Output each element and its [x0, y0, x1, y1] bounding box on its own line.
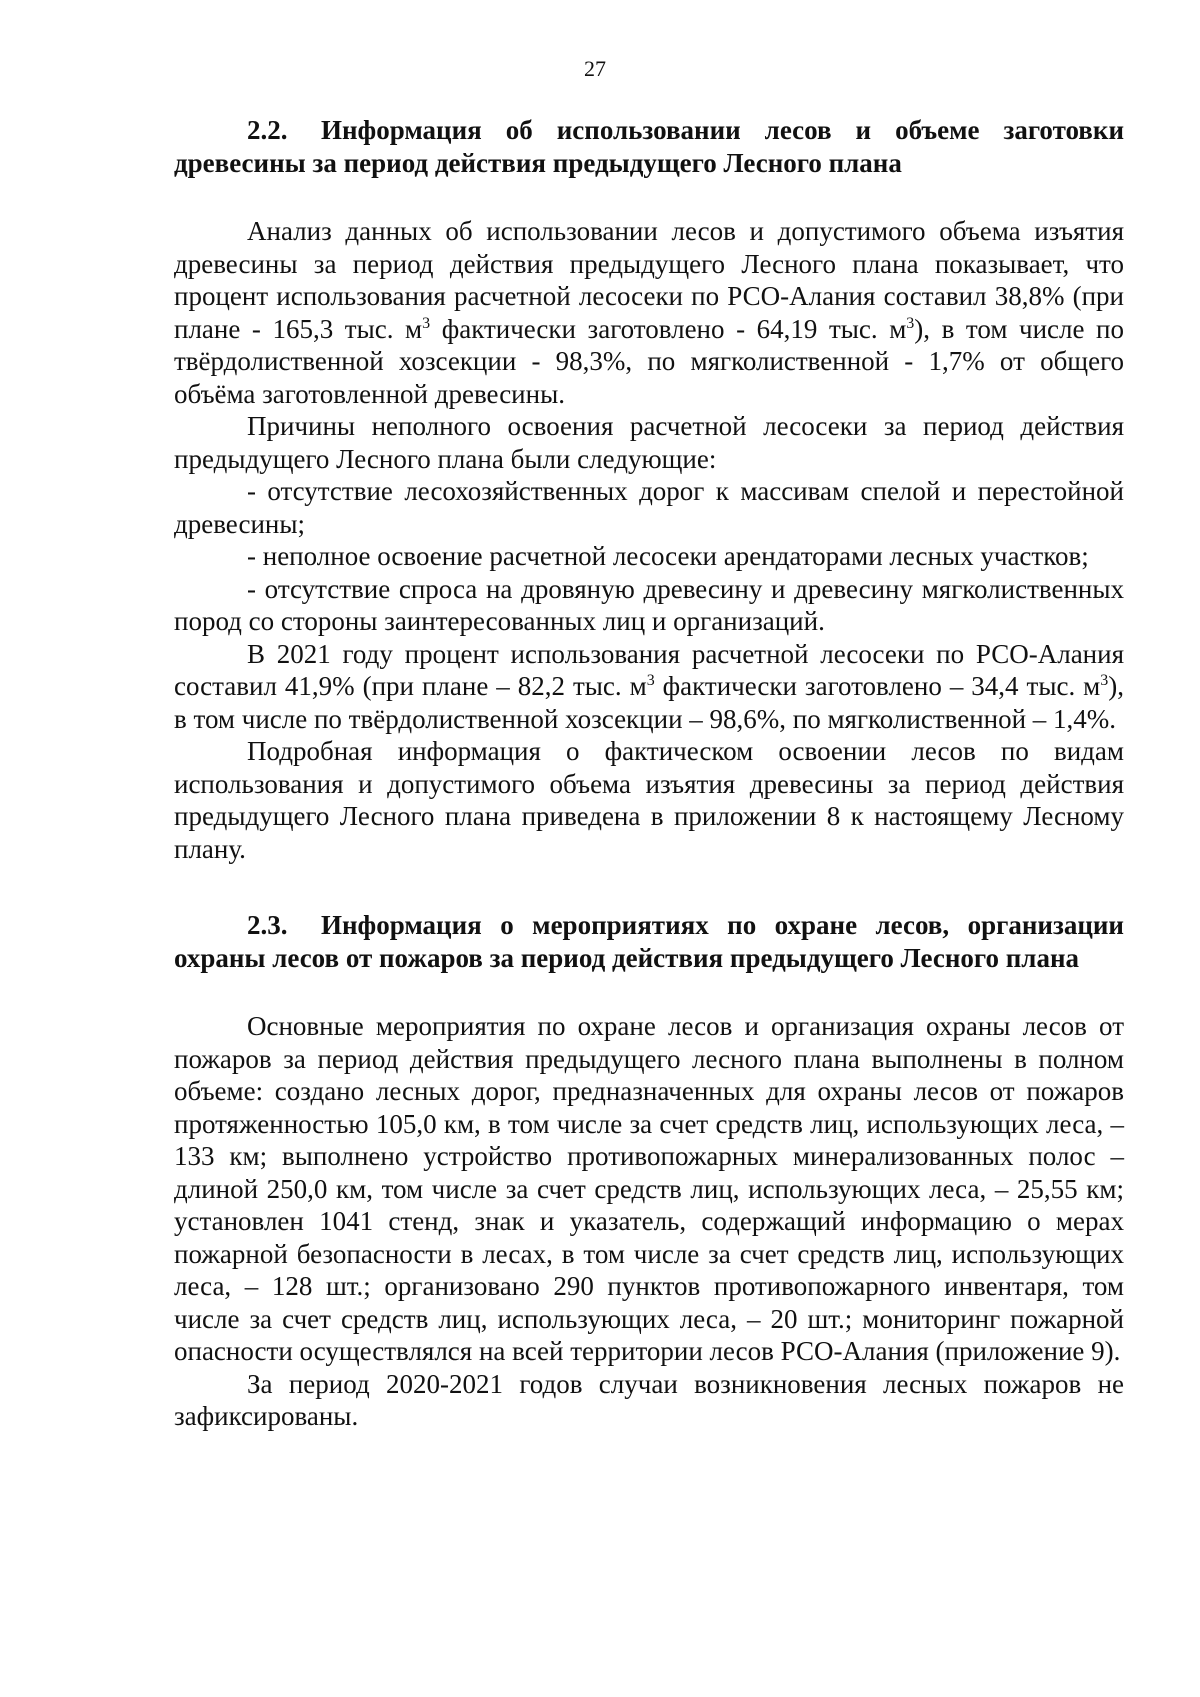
- paragraph-text: ), в том числе по твёрдолиственной хозсекции - 98,3%, по мягколиственной - 1,7% от общего объёма заготовленной древесины.: [174, 313, 1125, 409]
- section-2-3-title: Информация о мероприятиях по охране лесов, организации охраны лесов от пожаров за период действия предыдущего Лесного плана: [174, 910, 1124, 973]
- list-item: - отсутствие лесохозяйственных дорог к массивам спелой и перестойной древесины;: [174, 476, 1124, 539]
- paragraph-text: Анализ данных об использовании лесов и допустимого объема изъятия древесины за период действия предыдущего Лесного плана показывает, что процент использования расчетной лесосеки по РСО-Алания составил 38,8% (при плане - 165,3 тыс. м: [174, 216, 1124, 344]
- section-2-3-number: 2.3.: [247, 910, 288, 940]
- section-2-3-heading: [174, 909, 1124, 974]
- section-2-2-paragraph-3: [174, 638, 1124, 736]
- paragraph-text: фактически заготовлено – 34,4 тыс. м: [654, 671, 1101, 701]
- paragraph-text: фактически заготовлено - 64,19 тыс. м: [430, 313, 907, 344]
- section-2-3-paragraph-2: За период 2020-2021 годов случаи возникновения лесных пожаров не зафиксированы.: [174, 1368, 1124, 1431]
- list-item: - неполное освоение расчетной лесосеки арендаторами лесных участков;: [247, 541, 1089, 571]
- page-number: 27: [584, 56, 606, 81]
- section-2-2-paragraph-2: Причины неполного освоения расчетной лесосеки за период действия предыдущего Лесного плана были следующие:: [174, 411, 1124, 474]
- page-content: [174, 114, 1124, 1433]
- section-2-2-paragraph-4: Подробная информация о фактическом освоении лесов по видам использования и допустимого объема изъятия древесины за период действия предыдущего Лесного плана приведена в приложении 8 к настоящему Лесному плану.: [174, 736, 1124, 864]
- list-item: - отсутствие спроса на дровяную древесину и древесину мягколиственных пород со стороны заинтересованных лиц и организаций.: [174, 573, 1124, 636]
- section-2-3-paragraph-1: Основные мероприятия по охране лесов и организация охраны лесов от пожаров за период действия предыдущего лесного плана выполнены в полном объеме: создано лесных дорог, предназначенных для охраны лесов от пожаров протяженностью 105,0 км, в том числе за счет средств лиц, использующих леса, – 133 км; выполнено устройство противопожарных минерализованных полос – длиной 250,0 км, том числе за счет средств лиц, использующих леса, – 25,55 км; установлен 1041 стенд, знак и указатель, содержащий информацию о мерах пожарной безопасности в лесах, в том числе за счет средств лиц, использующих леса, – 128 шт.; организовано 290 пунктов противопожарного инвентаря, том числе за счет средств лиц, использующих леса, – 20 шт.; мониторинг пожарной опасности осуществлялся на всей территории лесов РСО-Алания (приложение 9).: [174, 1011, 1124, 1366]
- section-2-2-title: Информация об использовании лесов и объеме заготовки древесины за период действия предыдущего Лесного плана: [174, 115, 1124, 178]
- paragraph-text: ), в том числе по твёрдолиственной хозсекции – 98,6%, по мягколиственной – 1,4%.: [174, 671, 1124, 734]
- superscript: 3: [646, 672, 655, 689]
- section-2-2-heading: [174, 114, 1124, 179]
- superscript: 3: [1100, 672, 1109, 689]
- superscript: 3: [422, 314, 431, 332]
- section-2-2-number: 2.2.: [247, 115, 288, 145]
- paragraph-text: В 2021 году процент использования расчетной лесосеки по РСО-Алания составил 41,9% (при плане – 82,2 тыс. м: [174, 638, 1124, 701]
- section-2-2-paragraph-1: [174, 215, 1124, 410]
- superscript: 3: [906, 314, 915, 332]
